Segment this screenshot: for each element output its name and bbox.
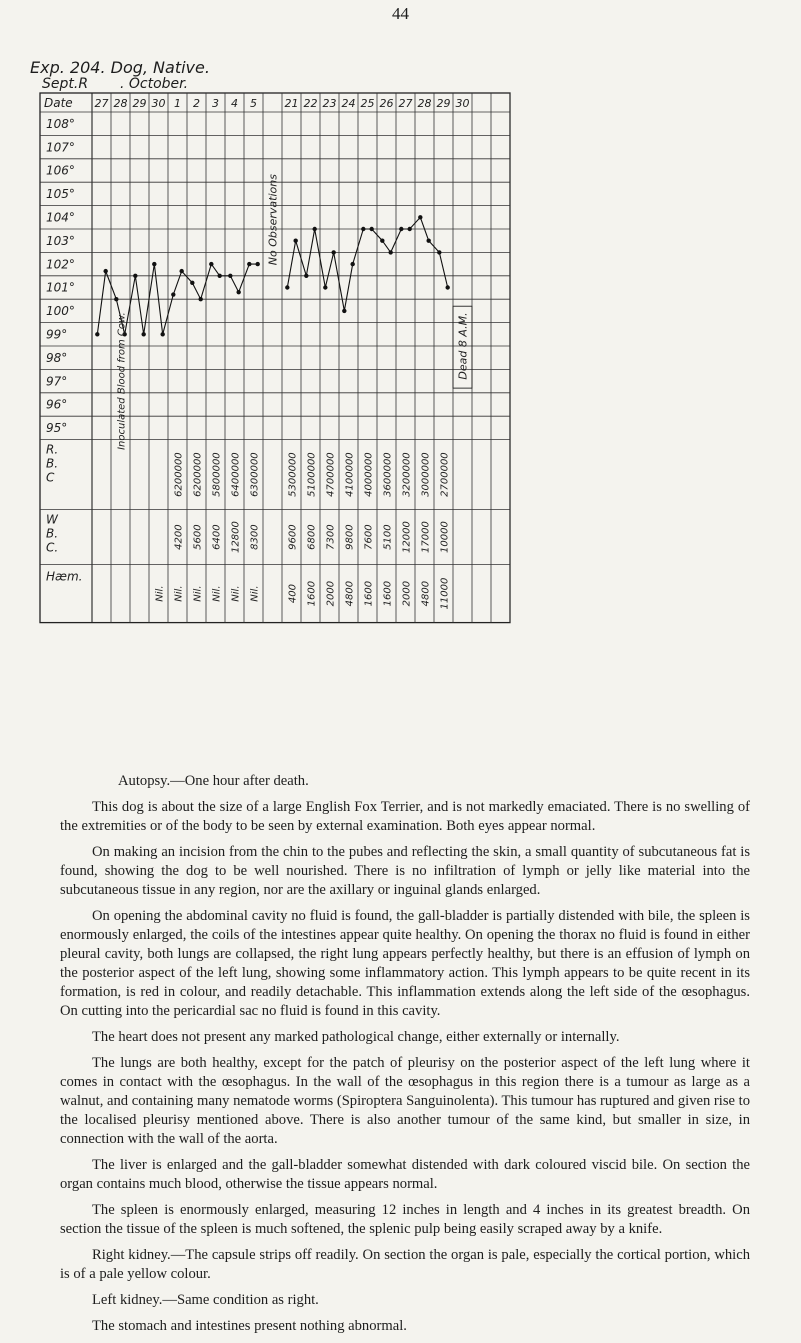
date-label: 24 xyxy=(341,97,356,110)
inoculated-label: Inoculated Blood from Cow. xyxy=(116,312,128,450)
temperature-point xyxy=(350,262,354,266)
haem-value: Nil. xyxy=(154,585,166,602)
temperature-point xyxy=(361,227,365,231)
wbc-value: 7300 xyxy=(325,524,337,550)
temperature-point xyxy=(407,227,411,231)
temperature-point xyxy=(228,274,232,278)
temperature-label: 107° xyxy=(46,140,75,155)
wbc-value: 6400 xyxy=(211,524,223,550)
wbc-value: 4200 xyxy=(173,524,185,550)
date-label: 5 xyxy=(250,97,257,110)
temperature-label: 108° xyxy=(46,116,75,131)
month-label-september: Sept.R xyxy=(42,76,89,92)
wbc-value: 9600 xyxy=(287,524,299,550)
haem-value: Nil. xyxy=(192,585,204,602)
temperature-point xyxy=(437,250,441,254)
temperature-point xyxy=(160,332,164,336)
temperature-trace xyxy=(287,217,447,311)
wbc-value: 12000 xyxy=(401,521,413,554)
page-number: 44 xyxy=(392,4,409,23)
temperature-point xyxy=(323,285,327,289)
temperature-point xyxy=(95,332,99,336)
date-label: 28 xyxy=(113,97,128,110)
haem-value: Nil. xyxy=(211,585,223,602)
paragraph-spleen: The spleen is enormously enlarged, measuring 12 inches in length and 4 inches in its greatest breadth. On section the tissue of the spleen is much softened, the splenic pulp being easily scraped away by a knife. xyxy=(60,1202,750,1237)
date-label: 29 xyxy=(132,97,147,110)
temperature-point xyxy=(103,269,107,273)
rbc-value: 3000000 xyxy=(420,452,432,497)
haem-value: Nil. xyxy=(173,585,185,602)
temperature-point xyxy=(141,332,145,336)
wbc-value: 7600 xyxy=(363,524,375,550)
rbc-value: 4700000 xyxy=(325,452,337,497)
date-label: 22 xyxy=(303,97,318,110)
haem-value: Nil. xyxy=(249,585,261,602)
date-label: 30 xyxy=(455,97,470,110)
haem-value: 1600 xyxy=(382,580,394,607)
date-label: 23 xyxy=(322,97,337,110)
haem-value: 4800 xyxy=(344,580,356,607)
paragraph-cavities: On opening the abdominal cavity no fluid is found, the gall-bladder is partially distended with bile, the spleen is enormously enlarged, the coils of the intestines appear quite healthy. On opening the thorax no fluid is found in either pleural cavity, both lungs are collapsed, the right lung appears perfectly healthy, but there is an effusion of lymph on the posterior aspect of the left lung, showing some inflammatory action. This lymph appears to be quite recent in its formation, is red in colour, and readily detachable. This inflammation extends along the left side of the œsophagus. On cutting into the pericardial sac no fluid is found in this cavity. xyxy=(60,908,750,1019)
rbc-row-label: B. xyxy=(46,456,59,471)
temperature-point xyxy=(152,262,156,266)
date-label: 2 xyxy=(193,97,200,110)
paragraph-heart: The heart does not present any marked pathological change, either externally or internally. xyxy=(92,1029,620,1045)
temperature-point xyxy=(380,239,384,243)
haem-value: 1600 xyxy=(306,580,318,607)
date-label: 26 xyxy=(379,97,394,110)
temperature-point xyxy=(312,227,316,231)
temperature-point xyxy=(304,274,308,278)
wbc-value: 17000 xyxy=(420,521,432,554)
temperature-point xyxy=(418,215,422,219)
haem-value: 400 xyxy=(287,584,299,604)
rbc-value: 5800000 xyxy=(211,452,223,497)
temperature-point xyxy=(342,309,346,313)
wbc-row-label: W xyxy=(46,512,58,527)
temperature-point xyxy=(217,274,221,278)
rbc-value: 6200000 xyxy=(173,452,185,497)
temperature-point xyxy=(331,250,335,254)
haem-value: 4800 xyxy=(420,580,432,607)
date-label: 29 xyxy=(436,97,451,110)
date-label: 25 xyxy=(360,97,375,110)
wbc-row-label: B. xyxy=(46,526,59,541)
rbc-row-label: R. xyxy=(46,442,59,457)
rbc-value: 4000000 xyxy=(363,452,375,497)
haem-value: 1600 xyxy=(363,580,375,607)
paragraph-lungs: The lungs are both healthy, except for the patch of pleurisy on the posterior aspect of the left lung where it comes in contact with the œsophagus. In the wall of the œsophagus in this region there is a tumour as large as a walnut, and containing many nematode worms (Spiroptera Sanguinolenta). This tumour has ruptured and given rise to the localised pleurisy mentioned above. There is also another tumour of the same kind, but smaller in size, in connection with the wall of the aorta. xyxy=(60,1055,750,1147)
date-label: 21 xyxy=(284,97,299,110)
rbc-value: 5300000 xyxy=(287,452,299,497)
temperature-point xyxy=(293,239,297,243)
date-label: 3 xyxy=(212,97,219,110)
rbc-row-label: C xyxy=(46,470,55,485)
paragraph-left-kidney: Left kidney.—Same condition as right. xyxy=(92,1292,319,1308)
chart-title: Exp. 204. Dog, Native. xyxy=(30,58,210,77)
wbc-value: 5600 xyxy=(192,524,204,550)
temperature-point xyxy=(236,290,240,294)
temperature-point xyxy=(209,262,213,266)
temperature-point xyxy=(198,297,202,301)
temperature-point xyxy=(399,227,403,231)
rbc-value: 3200000 xyxy=(401,452,413,497)
temperature-point xyxy=(426,239,430,243)
rbc-value: 4100000 xyxy=(344,452,356,497)
temperature-point xyxy=(133,274,137,278)
temperature-label: 102° xyxy=(46,257,75,272)
rbc-value: 6200000 xyxy=(192,452,204,497)
rbc-value: 3600000 xyxy=(382,452,394,497)
temperature-point xyxy=(445,285,449,289)
paragraph-right-kidney: Right kidney.—The capsule strips off readily. On section the organ is pale, especially the cortical portion, which is of a pale yellow colour. xyxy=(60,1247,750,1282)
temperature-point xyxy=(285,285,289,289)
paragraph-general: This dog is about the size of a large English Fox Terrier, and is not markedly emaciated. There is no swelling of the extremities or of the body to be seen by external examination. Both eyes appear normal. xyxy=(60,799,750,834)
temperature-label: 97° xyxy=(46,374,68,389)
wbc-value: 5100 xyxy=(382,524,394,550)
paragraph-stomach: The stomach and intestines present nothing abnormal. xyxy=(92,1318,407,1334)
temperature-label: 101° xyxy=(46,280,75,295)
date-label: 4 xyxy=(231,97,238,110)
haem-value: 11000 xyxy=(439,577,451,610)
date-label: 30 xyxy=(151,97,166,110)
temperature-label: 104° xyxy=(46,210,75,225)
wbc-value: 12800 xyxy=(230,521,242,554)
temperature-label: 103° xyxy=(46,233,75,248)
autopsy-heading: Autopsy.—One hour after death. xyxy=(118,773,309,789)
haem-value: 2000 xyxy=(401,580,413,607)
paragraph-liver: The liver is enlarged and the gall-bladder somewhat distended with dark coloured viscid bile. On section the organ contains much blood, otherwise the tissue appears normal. xyxy=(60,1157,750,1192)
date-header-label: Date xyxy=(44,96,73,110)
autopsy-report xyxy=(60,772,750,1343)
rbc-value: 6300000 xyxy=(249,452,261,497)
temperature-point xyxy=(369,227,373,231)
date-label: 1 xyxy=(174,97,181,110)
rbc-value: 6400000 xyxy=(230,452,242,497)
wbc-value: 9800 xyxy=(344,524,356,550)
wbc-value: 10000 xyxy=(439,521,451,554)
paragraph-incision: On making an incision from the chin to the pubes and reflecting the skin, a small quantity of subcutaneous fat is found, showing the dog to be well nourished. There is no infiltration of lymph or jelly like material into the subcutaneous tissue in any region, nor are the axillary or inguinal glands enlarged. xyxy=(60,844,750,898)
dead-label: Dead 8 A.M. xyxy=(456,312,470,380)
temperature-label: 106° xyxy=(46,163,75,178)
haem-value: 2000 xyxy=(325,580,337,607)
haem-row-label: Hæm. xyxy=(46,569,83,584)
temperature-label: 99° xyxy=(46,327,68,342)
temperature-label: 95° xyxy=(46,421,68,436)
temperature-point xyxy=(114,297,118,301)
temperature-label: 96° xyxy=(46,397,68,412)
rbc-value: 2700000 xyxy=(439,452,451,497)
wbc-value: 6800 xyxy=(306,524,318,550)
temperature-label: 105° xyxy=(46,187,75,202)
temperature-point xyxy=(171,292,175,296)
temperature-point xyxy=(179,269,183,273)
wbc-value: 8300 xyxy=(249,524,261,550)
temperature-point xyxy=(247,262,251,266)
month-label-october: . October. xyxy=(120,76,189,92)
temperature-label: 98° xyxy=(46,350,68,365)
no-observations-label: No Observations xyxy=(266,174,280,266)
haem-value: Nil. xyxy=(230,585,242,602)
temperature-label: 100° xyxy=(46,304,75,319)
date-label: 28 xyxy=(417,97,432,110)
rbc-value: 5100000 xyxy=(306,452,318,497)
date-label: 27 xyxy=(398,97,413,110)
temperature-point xyxy=(255,262,259,266)
wbc-row-label: C. xyxy=(46,540,59,555)
temperature-point xyxy=(388,250,392,254)
date-label: 27 xyxy=(94,97,109,110)
temperature-point xyxy=(190,281,194,285)
